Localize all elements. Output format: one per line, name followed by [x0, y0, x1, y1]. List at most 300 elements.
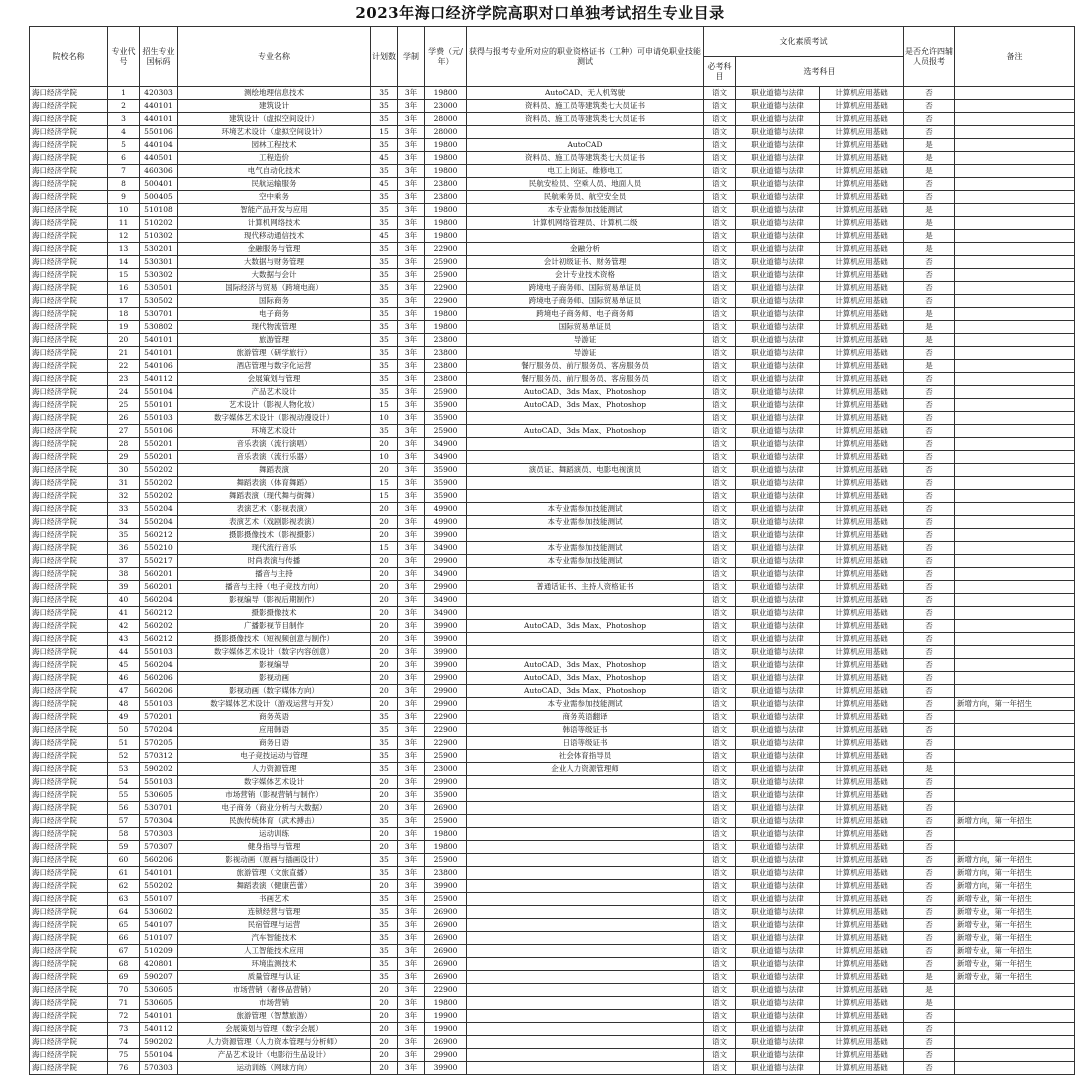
- cell-required-subject: 语文: [704, 659, 736, 672]
- cell-elective-2: 计算机应用基础: [820, 308, 904, 321]
- cell-major: 数字媒体艺术设计（游戏运营与开发）: [178, 698, 371, 711]
- cell-fee: 29900: [425, 685, 467, 698]
- cell-plan: 20: [371, 529, 398, 542]
- cell-years: 3年: [398, 841, 425, 854]
- table-row: [30, 698, 1075, 711]
- table-row: [30, 724, 1075, 737]
- cell-elective-1: 职业道德与法律: [736, 724, 820, 737]
- cell-elective-2: 计算机应用基础: [820, 1036, 904, 1049]
- cell-required-subject: 语文: [704, 919, 736, 932]
- cell-plan: 35: [371, 724, 398, 737]
- cell-elective-2: 计算机应用基础: [820, 1010, 904, 1023]
- cell-disabled-allowed: 否: [904, 1023, 955, 1036]
- cell-disabled-allowed: 否: [904, 919, 955, 932]
- cell-school: 海口经济学院: [30, 555, 108, 568]
- cell-elective-1: 职业道德与法律: [736, 1023, 820, 1036]
- cell-elective-2: 计算机应用基础: [820, 360, 904, 373]
- cell-major: 空中乘务: [178, 191, 371, 204]
- cell-standard-code: 550217: [140, 555, 178, 568]
- cell-code: 14: [108, 256, 140, 269]
- cell-major: 运动训练: [178, 828, 371, 841]
- cell-code: 73: [108, 1023, 140, 1036]
- table-row: [30, 516, 1075, 529]
- cell-elective-1: 职业道德与法律: [736, 438, 820, 451]
- cell-elective-1: 职业道德与法律: [736, 750, 820, 763]
- cell-disabled-allowed: 否: [904, 451, 955, 464]
- cell-standard-code: 540112: [140, 373, 178, 386]
- table-row: [30, 854, 1075, 867]
- cell-code: 61: [108, 867, 140, 880]
- cell-standard-code: 510202: [140, 217, 178, 230]
- cell-years: 3年: [398, 854, 425, 867]
- cell-required-subject: 语文: [704, 269, 736, 282]
- cell-major: 大数据与财务管理: [178, 256, 371, 269]
- cell-disabled-allowed: 是: [904, 139, 955, 152]
- cell-disabled-allowed: 是: [904, 217, 955, 230]
- cell-code: 33: [108, 503, 140, 516]
- cell-plan: 20: [371, 594, 398, 607]
- cell-school: 海口经济学院: [30, 867, 108, 880]
- cell-certificate: 国际贸易单证员: [467, 321, 704, 334]
- cell-major: 电子竞技运动与管理: [178, 750, 371, 763]
- cell-code: 20: [108, 334, 140, 347]
- cell-note: [955, 750, 1075, 763]
- table-row: [30, 607, 1075, 620]
- cell-code: 65: [108, 919, 140, 932]
- table-row: [30, 1049, 1075, 1062]
- cell-required-subject: 语文: [704, 386, 736, 399]
- cell-disabled-allowed: 否: [904, 646, 955, 659]
- cell-major: 舞蹈表演（健康芭蕾）: [178, 880, 371, 893]
- header-school: 院校名称: [30, 27, 108, 87]
- cell-fee: 26900: [425, 971, 467, 984]
- cell-disabled-allowed: 否: [904, 594, 955, 607]
- cell-fee: 35900: [425, 490, 467, 503]
- cell-major: 民航运输服务: [178, 178, 371, 191]
- table-row: [30, 958, 1075, 971]
- cell-school: 海口经济学院: [30, 269, 108, 282]
- cell-major: 旅游管理（文旅直播）: [178, 867, 371, 880]
- cell-fee: 26900: [425, 919, 467, 932]
- cell-elective-1: 职业道德与法律: [736, 997, 820, 1010]
- cell-disabled-allowed: 否: [904, 555, 955, 568]
- cell-standard-code: 570303: [140, 1062, 178, 1075]
- cell-required-subject: 语文: [704, 503, 736, 516]
- cell-disabled-allowed: 否: [904, 87, 955, 100]
- table-row: [30, 737, 1075, 750]
- cell-school: 海口经济学院: [30, 204, 108, 217]
- cell-elective-1: 职业道德与法律: [736, 529, 820, 542]
- cell-school: 海口经济学院: [30, 113, 108, 126]
- cell-certificate: [467, 958, 704, 971]
- cell-disabled-allowed: 否: [904, 802, 955, 815]
- cell-standard-code: 550202: [140, 490, 178, 503]
- cell-certificate: [467, 802, 704, 815]
- cell-note: 新增专业，第一年招生: [955, 945, 1075, 958]
- cell-code: 41: [108, 607, 140, 620]
- cell-required-subject: 语文: [704, 828, 736, 841]
- cell-fee: 25900: [425, 854, 467, 867]
- cell-note: [955, 191, 1075, 204]
- cell-fee: 23800: [425, 347, 467, 360]
- cell-standard-code: 510108: [140, 204, 178, 217]
- cell-certificate: 跨境电子商务师、国际贸易单证员: [467, 282, 704, 295]
- cell-major: 建筑设计（虚拟空间设计）: [178, 113, 371, 126]
- cell-code: 13: [108, 243, 140, 256]
- cell-elective-2: 计算机应用基础: [820, 893, 904, 906]
- cell-code: 50: [108, 724, 140, 737]
- cell-standard-code: 560206: [140, 672, 178, 685]
- table-body: [30, 87, 1075, 1075]
- cell-disabled-allowed: 否: [904, 178, 955, 191]
- table-row: [30, 529, 1075, 542]
- cell-standard-code: 510209: [140, 945, 178, 958]
- cell-school: 海口经济学院: [30, 958, 108, 971]
- cell-disabled-allowed: 否: [904, 282, 955, 295]
- cell-code: 70: [108, 984, 140, 997]
- cell-standard-code: 460306: [140, 165, 178, 178]
- cell-certificate: [467, 906, 704, 919]
- cell-code: 27: [108, 425, 140, 438]
- cell-note: [955, 321, 1075, 334]
- cell-elective-1: 职业道德与法律: [736, 412, 820, 425]
- cell-fee: 26900: [425, 906, 467, 919]
- cell-note: [955, 724, 1075, 737]
- cell-major: 国际商务: [178, 295, 371, 308]
- cell-major: 舞蹈表演: [178, 464, 371, 477]
- cell-plan: 15: [371, 542, 398, 555]
- cell-major: 电子商务: [178, 308, 371, 321]
- cell-elective-1: 职业道德与法律: [736, 139, 820, 152]
- cell-required-subject: 语文: [704, 802, 736, 815]
- cell-plan: 15: [371, 126, 398, 139]
- cell-certificate: AutoCAD、无人机驾驶: [467, 87, 704, 100]
- cell-certificate: [467, 1036, 704, 1049]
- cell-standard-code: 560202: [140, 620, 178, 633]
- cell-elective-1: 职业道德与法律: [736, 243, 820, 256]
- cell-elective-2: 计算机应用基础: [820, 607, 904, 620]
- cell-plan: 35: [371, 737, 398, 750]
- table-row: [30, 932, 1075, 945]
- cell-fee: 26900: [425, 802, 467, 815]
- cell-elective-2: 计算机应用基础: [820, 984, 904, 997]
- cell-required-subject: 语文: [704, 698, 736, 711]
- cell-plan: 20: [371, 503, 398, 516]
- cell-code: 63: [108, 893, 140, 906]
- admissions-table: [29, 26, 1075, 1075]
- cell-fee: 25900: [425, 386, 467, 399]
- cell-years: 3年: [398, 321, 425, 334]
- cell-elective-1: 职业道德与法律: [736, 126, 820, 139]
- cell-note: [955, 672, 1075, 685]
- cell-school: 海口经济学院: [30, 607, 108, 620]
- cell-elective-1: 职业道德与法律: [736, 763, 820, 776]
- cell-standard-code: 420303: [140, 87, 178, 100]
- cell-required-subject: 语文: [704, 815, 736, 828]
- cell-standard-code: 530701: [140, 308, 178, 321]
- cell-major: 智能产品开发与应用: [178, 204, 371, 217]
- cell-elective-1: 职业道德与法律: [736, 386, 820, 399]
- cell-major: 电气自动化技术: [178, 165, 371, 178]
- cell-fee: 29900: [425, 672, 467, 685]
- cell-fee: 39900: [425, 659, 467, 672]
- cell-elective-2: 计算机应用基础: [820, 763, 904, 776]
- cell-code: 6: [108, 152, 140, 165]
- cell-note: [955, 568, 1075, 581]
- cell-major: 数字媒体艺术设计（数字内容创意）: [178, 646, 371, 659]
- cell-standard-code: 570201: [140, 711, 178, 724]
- table-row: [30, 256, 1075, 269]
- cell-certificate: [467, 490, 704, 503]
- cell-code: 2: [108, 100, 140, 113]
- cell-disabled-allowed: 否: [904, 542, 955, 555]
- cell-elective-1: 职业道德与法律: [736, 984, 820, 997]
- cell-fee: 23800: [425, 373, 467, 386]
- cell-disabled-allowed: 否: [904, 581, 955, 594]
- cell-years: 3年: [398, 750, 425, 763]
- cell-code: 59: [108, 841, 140, 854]
- cell-standard-code: 500401: [140, 178, 178, 191]
- cell-elective-2: 计算机应用基础: [820, 204, 904, 217]
- cell-standard-code: 540101: [140, 334, 178, 347]
- cell-code: 62: [108, 880, 140, 893]
- cell-code: 68: [108, 958, 140, 971]
- cell-major: 表演艺术（影视表演）: [178, 503, 371, 516]
- cell-school: 海口经济学院: [30, 776, 108, 789]
- cell-elective-1: 职业道德与法律: [736, 1010, 820, 1023]
- cell-elective-1: 职业道德与法律: [736, 399, 820, 412]
- cell-elective-1: 职业道德与法律: [736, 178, 820, 191]
- cell-required-subject: 语文: [704, 529, 736, 542]
- cell-plan: 20: [371, 464, 398, 477]
- cell-elective-2: 计算机应用基础: [820, 802, 904, 815]
- cell-major: 商务英语: [178, 711, 371, 724]
- cell-elective-2: 计算机应用基础: [820, 841, 904, 854]
- cell-code: 12: [108, 230, 140, 243]
- cell-required-subject: 语文: [704, 932, 736, 945]
- cell-major: 人力资源管理（人力资本管理与分析师）: [178, 1036, 371, 1049]
- table-row: [30, 412, 1075, 425]
- cell-school: 海口经济学院: [30, 685, 108, 698]
- cell-plan: 35: [371, 204, 398, 217]
- cell-elective-2: 计算机应用基础: [820, 347, 904, 360]
- cell-certificate: [467, 932, 704, 945]
- cell-plan: 15: [371, 477, 398, 490]
- cell-major: 连锁经营与管理: [178, 906, 371, 919]
- cell-plan: 35: [371, 711, 398, 724]
- cell-major: 书画艺术: [178, 893, 371, 906]
- cell-fee: 22900: [425, 724, 467, 737]
- cell-elective-1: 职业道德与法律: [736, 919, 820, 932]
- cell-required-subject: 语文: [704, 945, 736, 958]
- cell-note: [955, 789, 1075, 802]
- cell-standard-code: 540112: [140, 1023, 178, 1036]
- cell-major: 环境艺术设计（虚拟空间设计）: [178, 126, 371, 139]
- cell-disabled-allowed: 是: [904, 230, 955, 243]
- cell-years: 3年: [398, 373, 425, 386]
- cell-fee: 35900: [425, 464, 467, 477]
- cell-disabled-allowed: 否: [904, 1010, 955, 1023]
- cell-school: 海口经济学院: [30, 477, 108, 490]
- cell-note: 新增方向，第一年招生: [955, 698, 1075, 711]
- cell-elective-1: 职业道德与法律: [736, 295, 820, 308]
- cell-major: 播音与主持: [178, 568, 371, 581]
- cell-school: 海口经济学院: [30, 633, 108, 646]
- cell-note: 新增专业，第一年招生: [955, 906, 1075, 919]
- cell-plan: 20: [371, 698, 398, 711]
- cell-fee: 39900: [425, 633, 467, 646]
- cell-school: 海口经济学院: [30, 100, 108, 113]
- cell-years: 3年: [398, 685, 425, 698]
- cell-required-subject: 语文: [704, 737, 736, 750]
- cell-school: 海口经济学院: [30, 464, 108, 477]
- table-row: [30, 997, 1075, 1010]
- cell-plan: 35: [371, 971, 398, 984]
- cell-major: 金融服务与管理: [178, 243, 371, 256]
- table-row: [30, 165, 1075, 178]
- cell-code: 32: [108, 490, 140, 503]
- cell-standard-code: 540101: [140, 1010, 178, 1023]
- cell-standard-code: 560204: [140, 659, 178, 672]
- cell-disabled-allowed: 否: [904, 126, 955, 139]
- cell-required-subject: 语文: [704, 581, 736, 594]
- table-row: [30, 633, 1075, 646]
- cell-years: 3年: [398, 698, 425, 711]
- cell-disabled-allowed: 是: [904, 334, 955, 347]
- cell-major: 音乐表演（流行乐器）: [178, 451, 371, 464]
- cell-required-subject: 语文: [704, 984, 736, 997]
- cell-fee: 28000: [425, 126, 467, 139]
- cell-disabled-allowed: 否: [904, 373, 955, 386]
- cell-code: 29: [108, 451, 140, 464]
- cell-plan: 20: [371, 607, 398, 620]
- cell-school: 海口经济学院: [30, 1062, 108, 1075]
- table-row: [30, 100, 1075, 113]
- cell-note: [955, 477, 1075, 490]
- cell-fee: 23800: [425, 867, 467, 880]
- table-row: [30, 490, 1075, 503]
- cell-code: 40: [108, 594, 140, 607]
- cell-fee: 22900: [425, 737, 467, 750]
- cell-major: 音乐表演（流行演唱）: [178, 438, 371, 451]
- cell-disabled-allowed: 否: [904, 841, 955, 854]
- cell-note: [955, 464, 1075, 477]
- cell-fee: 29900: [425, 555, 467, 568]
- header-fee: 学费（元/年）: [425, 27, 467, 87]
- cell-disabled-allowed: 否: [904, 815, 955, 828]
- cell-elective-1: 职业道德与法律: [736, 87, 820, 100]
- cell-school: 海口经济学院: [30, 87, 108, 100]
- cell-years: 3年: [398, 893, 425, 906]
- cell-note: [955, 802, 1075, 815]
- cell-major: 应用韩语: [178, 724, 371, 737]
- cell-major: 大数据与会计: [178, 269, 371, 282]
- cell-plan: 20: [371, 685, 398, 698]
- cell-code: 18: [108, 308, 140, 321]
- table-row: [30, 464, 1075, 477]
- cell-fee: 34900: [425, 542, 467, 555]
- cell-elective-1: 职业道德与法律: [736, 737, 820, 750]
- table-row: [30, 984, 1075, 997]
- header-disabled-allowed: 是否允许四辅人员报考: [904, 27, 955, 87]
- cell-certificate: 本专业需参加技能测试: [467, 542, 704, 555]
- cell-school: 海口经济学院: [30, 282, 108, 295]
- cell-major: 旅游管理: [178, 334, 371, 347]
- cell-certificate: [467, 789, 704, 802]
- cell-code: 23: [108, 373, 140, 386]
- table-row: [30, 776, 1075, 789]
- cell-major: 舞蹈表演（体育舞蹈）: [178, 477, 371, 490]
- cell-fee: 19800: [425, 217, 467, 230]
- cell-major: 环境艺术设计: [178, 425, 371, 438]
- cell-plan: 20: [371, 1010, 398, 1023]
- cell-required-subject: 语文: [704, 178, 736, 191]
- cell-required-subject: 语文: [704, 152, 736, 165]
- cell-major: 园林工程技术: [178, 139, 371, 152]
- cell-fee: 22900: [425, 711, 467, 724]
- cell-standard-code: 540107: [140, 919, 178, 932]
- cell-elective-2: 计算机应用基础: [820, 685, 904, 698]
- cell-elective-2: 计算机应用基础: [820, 971, 904, 984]
- cell-plan: 35: [371, 217, 398, 230]
- cell-school: 海口经济学院: [30, 919, 108, 932]
- cell-elective-1: 职业道德与法律: [736, 568, 820, 581]
- cell-plan: 15: [371, 399, 398, 412]
- cell-certificate: [467, 438, 704, 451]
- cell-elective-1: 职业道德与法律: [736, 620, 820, 633]
- cell-plan: 20: [371, 516, 398, 529]
- table-row: [30, 789, 1075, 802]
- cell-elective-2: 计算机应用基础: [820, 620, 904, 633]
- cell-school: 海口经济学院: [30, 490, 108, 503]
- cell-school: 海口经济学院: [30, 126, 108, 139]
- cell-plan: 45: [371, 178, 398, 191]
- cell-disabled-allowed: 是: [904, 971, 955, 984]
- cell-certificate: AutoCAD、3ds Max、Photoshop: [467, 659, 704, 672]
- cell-certificate: [467, 841, 704, 854]
- cell-standard-code: 570205: [140, 737, 178, 750]
- cell-disabled-allowed: 否: [904, 412, 955, 425]
- table-row: [30, 802, 1075, 815]
- cell-elective-2: 计算机应用基础: [820, 503, 904, 516]
- cell-school: 海口经济学院: [30, 646, 108, 659]
- cell-school: 海口经济学院: [30, 659, 108, 672]
- cell-elective-2: 计算机应用基础: [820, 373, 904, 386]
- cell-note: 新增专业，第一年招生: [955, 971, 1075, 984]
- cell-elective-1: 职业道德与法律: [736, 958, 820, 971]
- cell-certificate: AutoCAD、3ds Max、Photoshop: [467, 620, 704, 633]
- cell-elective-1: 职业道德与法律: [736, 932, 820, 945]
- cell-major: 市场营销（奢侈品营销）: [178, 984, 371, 997]
- cell-note: 新增方向，第一年招生: [955, 867, 1075, 880]
- cell-elective-1: 职业道德与法律: [736, 490, 820, 503]
- cell-code: 37: [108, 555, 140, 568]
- cell-standard-code: 440101: [140, 100, 178, 113]
- table-row: [30, 399, 1075, 412]
- cell-plan: 35: [371, 139, 398, 152]
- cell-certificate: [467, 1049, 704, 1062]
- cell-certificate: 导游证: [467, 347, 704, 360]
- cell-elective-2: 计算机应用基础: [820, 594, 904, 607]
- cell-school: 海口经济学院: [30, 828, 108, 841]
- cell-certificate: 日语等级证书: [467, 737, 704, 750]
- cell-disabled-allowed: 否: [904, 724, 955, 737]
- header-note: 备注: [955, 27, 1075, 87]
- cell-plan: 35: [371, 932, 398, 945]
- cell-school: 海口经济学院: [30, 334, 108, 347]
- table-row: [30, 386, 1075, 399]
- cell-elective-1: 职业道德与法律: [736, 789, 820, 802]
